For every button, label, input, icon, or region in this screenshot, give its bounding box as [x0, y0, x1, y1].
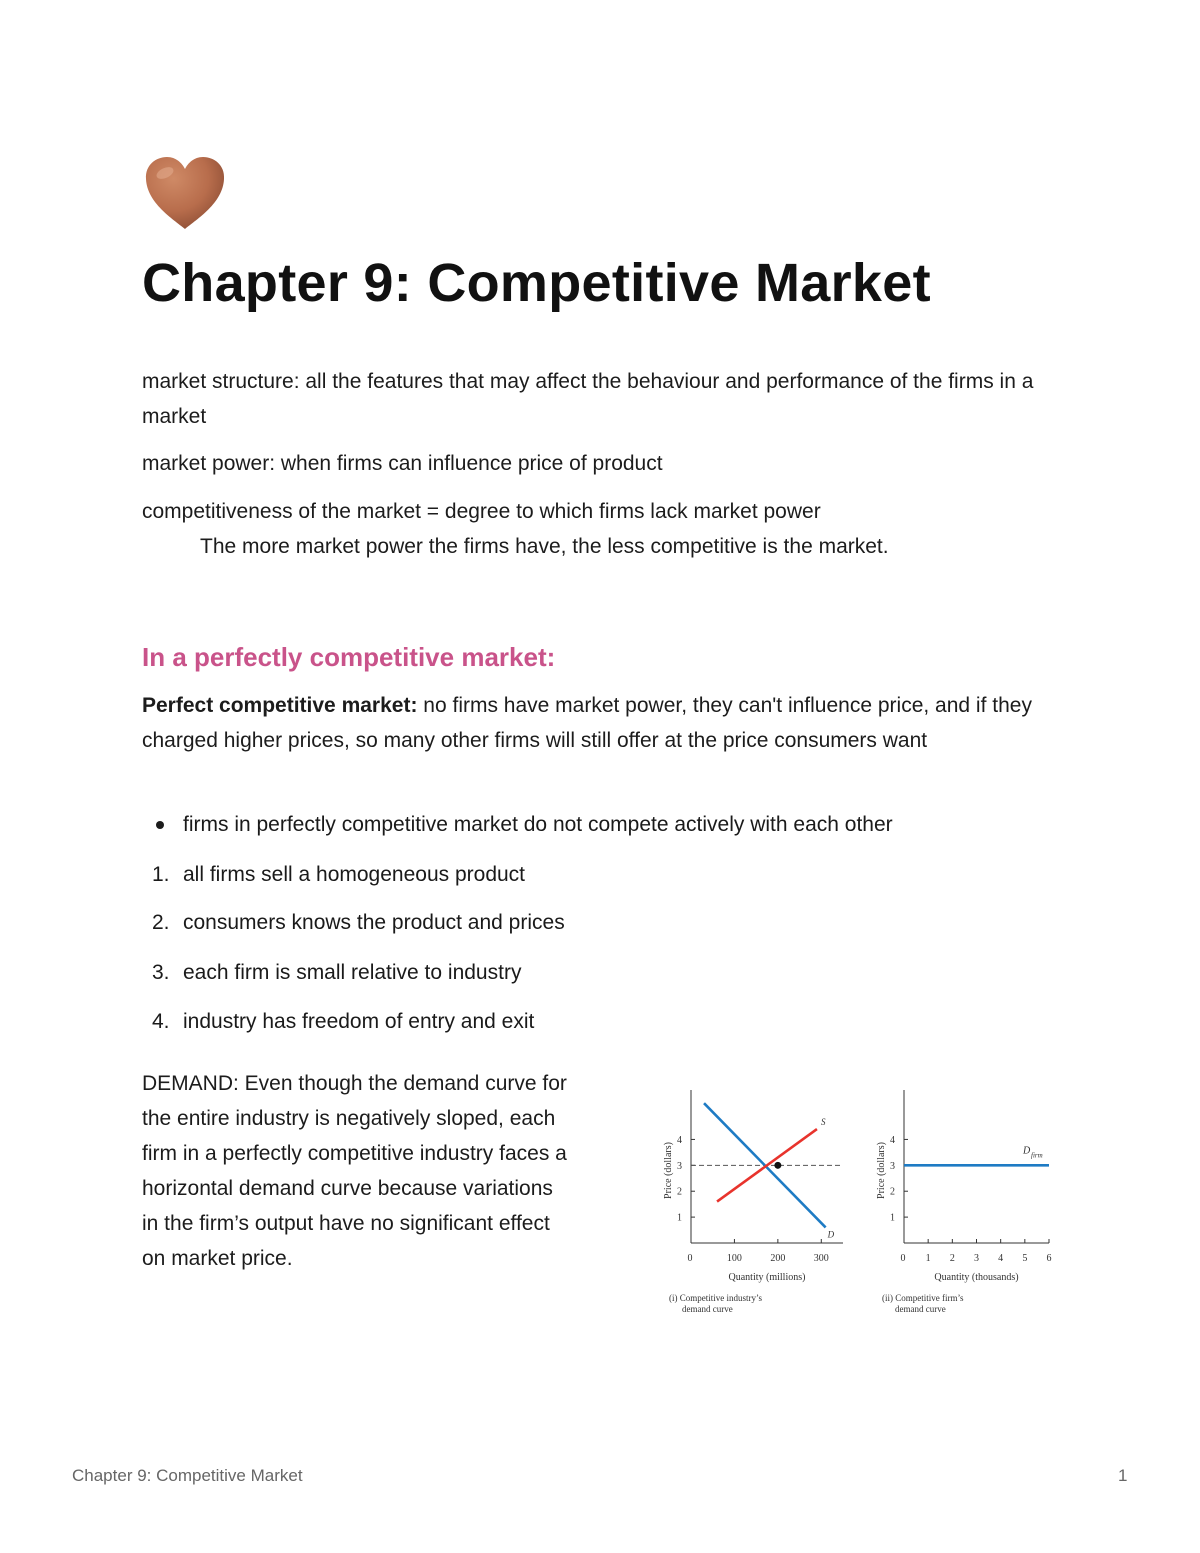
list-item-number: 3.	[152, 961, 170, 984]
list-item-text: industry has freedom of entry and exit	[183, 1010, 535, 1033]
y-tick-label: 1	[677, 1212, 682, 1224]
list-item-text: firms in perfectly competitive market do not compete actively with each other	[183, 813, 893, 836]
chart-caption: demand curve	[682, 1304, 733, 1314]
y-tick-label: 3	[890, 1160, 895, 1172]
list-item	[152, 860, 525, 890]
x-tick-label: 100	[726, 1253, 742, 1264]
list-item	[152, 958, 521, 988]
footer-page-number: 1	[1118, 1466, 1128, 1485]
x-tick-label: 300	[813, 1253, 829, 1264]
list-item	[152, 810, 893, 840]
definition-market-power: market power: when firms can influence price of product	[142, 452, 663, 475]
equilibrium-point	[774, 1162, 781, 1169]
section-heading: In a perfectly competitive market:	[142, 642, 556, 672]
y-tick-label: 4	[677, 1134, 682, 1146]
x-axis-label: Quantity (millions)	[728, 1272, 806, 1283]
list-item	[152, 1007, 534, 1037]
x-tick-label: 200	[770, 1253, 786, 1264]
chart-caption: demand curve	[895, 1304, 946, 1314]
y-axis-label: Price (dollars)	[876, 1142, 887, 1199]
y-tick-label: 1	[890, 1212, 895, 1224]
x-tick-label: 4	[998, 1253, 1004, 1264]
list-item-number: 4.	[152, 1010, 170, 1033]
list-item-text: each firm is small relative to industry	[183, 961, 522, 984]
x-tick-label: 0	[900, 1253, 906, 1264]
firm-demand-chart	[862, 1080, 1062, 1320]
x-tick-label: 3	[974, 1253, 979, 1264]
x-axis-label: Quantity (thousands)	[934, 1272, 1019, 1283]
bullet-dot	[156, 821, 164, 829]
list-item-text: all firms sell a homogeneous product	[183, 863, 526, 886]
series-label-subscript: firm	[1031, 1151, 1043, 1160]
x-tick-label: 1	[925, 1253, 931, 1264]
series-label: D	[827, 1229, 835, 1240]
brown-heart-icon	[143, 155, 227, 231]
y-tick-label: 2	[890, 1186, 895, 1198]
demand-explanation: DEMAND: Even though the demand curve for the entire industry is negatively sloped, each firm in a perfectly competitive industry faces a horizontal demand curve because variations in the firm’s output have no significant effect on market price.	[142, 1072, 567, 1270]
list-item-text: consumers knows the product and prices	[183, 911, 565, 934]
definition-market-structure: market structure: all the features that may affect the behaviour and performance of the firms in a market	[142, 370, 1034, 428]
industry-demand-chart	[660, 1080, 850, 1320]
page-title: Chapter 9: Competitive Market	[142, 253, 931, 313]
chart-caption: (ii) Competitive firm’s	[882, 1293, 964, 1303]
y-tick-label: 3	[677, 1160, 682, 1172]
y-tick-label: 2	[677, 1186, 682, 1198]
y-axis-label: Price (dollars)	[663, 1142, 674, 1199]
x-tick-label: 0	[687, 1253, 693, 1264]
list-item	[152, 908, 565, 938]
x-tick-label: 6	[1046, 1253, 1052, 1264]
series-label: D	[1023, 1145, 1031, 1157]
list-item-number: 2.	[152, 911, 170, 934]
list-item-number: 1.	[152, 863, 170, 886]
chart-caption: (i) Competitive industry’s	[669, 1293, 762, 1303]
x-tick-label: 5	[1022, 1253, 1028, 1264]
footer-title: Chapter 9: Competitive Market	[72, 1466, 303, 1485]
series-label: S	[820, 1117, 826, 1128]
definition-competitiveness: competitiveness of the market = degree to which firms lack market power	[142, 500, 821, 523]
x-tick-label: 2	[949, 1253, 955, 1264]
perfect-competition-definition	[142, 688, 1052, 758]
definition-term: Perfect competitive market:	[142, 694, 418, 717]
definition-text: no firms have market power, they can't influence price, and if they charged higher prices, so many other firms will still offer at the price consumers want	[142, 694, 1032, 752]
y-tick-label: 4	[890, 1134, 895, 1146]
indented-note: The more market power the firms have, the less competitive is the market.	[200, 535, 889, 558]
